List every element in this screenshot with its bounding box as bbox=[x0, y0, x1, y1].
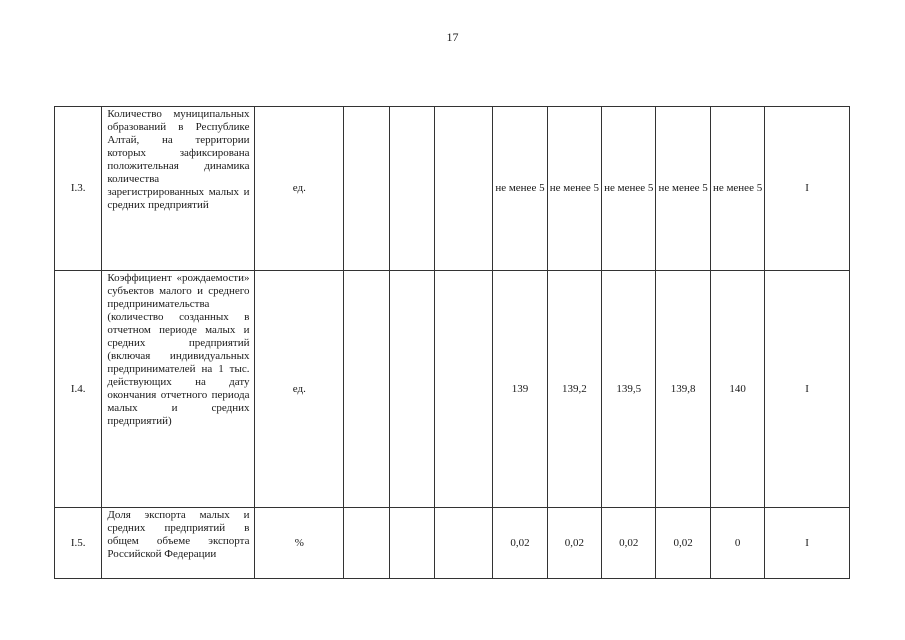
value-cell bbox=[602, 107, 656, 271]
unit-cell: ед. bbox=[255, 271, 344, 508]
value-cell bbox=[493, 271, 547, 508]
value-text: 0,02 bbox=[564, 536, 584, 549]
value-cell bbox=[602, 271, 656, 508]
indicators-table bbox=[54, 106, 850, 579]
value-text: 139,5 bbox=[616, 382, 642, 395]
indicator-description bbox=[102, 271, 255, 508]
empty-cell bbox=[344, 107, 390, 271]
value-cell bbox=[710, 271, 764, 508]
empty-cell bbox=[344, 508, 390, 579]
row-number: I.3. bbox=[55, 107, 102, 271]
table-row bbox=[55, 271, 850, 508]
empty-cell bbox=[390, 508, 434, 579]
unit-cell: ед. bbox=[255, 107, 344, 271]
value-cell bbox=[656, 508, 710, 579]
value-text: 0,02 bbox=[673, 536, 693, 549]
table-row bbox=[55, 107, 850, 271]
value-cell bbox=[710, 508, 764, 579]
value-text: 139 bbox=[511, 382, 529, 395]
value-cell bbox=[493, 107, 547, 271]
value-cell bbox=[656, 107, 710, 271]
value-text: не менее 5 bbox=[658, 182, 708, 194]
level-cell: I bbox=[765, 107, 850, 271]
indicator-description-text: Коэффициент «рождаемости» субъектов малого и среднего предпринимательства (количество созданных в отчетном периоде малых и средних предприятий (включая индивидуальных предпринимателей на 1 тыс. действующих на дату окончания отчетного периода малых и средних предприятий) bbox=[107, 272, 250, 427]
empty-cell bbox=[390, 271, 434, 508]
page-number: 17 bbox=[446, 30, 459, 44]
empty-cell bbox=[434, 271, 492, 508]
value-text: 0,02 bbox=[619, 536, 639, 549]
row-number: I.5. bbox=[55, 508, 102, 579]
empty-cell bbox=[434, 107, 492, 271]
value-text: 139,2 bbox=[561, 382, 587, 395]
value-text: не менее 5 bbox=[549, 182, 599, 194]
value-cell bbox=[547, 271, 601, 508]
unit-cell: % bbox=[255, 508, 344, 579]
value-cell bbox=[710, 107, 764, 271]
empty-cell bbox=[344, 271, 390, 508]
value-text: не менее 5 bbox=[495, 182, 545, 194]
level-cell: I bbox=[765, 271, 850, 508]
indicator-description bbox=[102, 107, 255, 271]
empty-cell bbox=[390, 107, 434, 271]
value-text: 0 bbox=[734, 536, 741, 549]
value-text: 139,8 bbox=[670, 382, 696, 395]
level-cell: I bbox=[765, 508, 850, 579]
indicator-description-text: Количество муниципальных образований в Республике Алтай, на территории которых зафиксирована положительная динамика количества зарегистрированных малых и средних предприятий bbox=[107, 108, 250, 211]
empty-cell bbox=[434, 508, 492, 579]
value-text: не менее 5 bbox=[604, 182, 654, 194]
value-text: не менее 5 bbox=[712, 182, 763, 194]
indicator-description-text: Доля экспорта малых и средних предприятий в общем объеме экспорта Российской Федерации bbox=[107, 509, 250, 560]
value-cell bbox=[493, 508, 547, 579]
row-number: I.4. bbox=[55, 271, 102, 508]
table-row bbox=[55, 508, 850, 579]
value-text: 0,02 bbox=[510, 536, 530, 549]
value-cell bbox=[602, 508, 656, 579]
indicator-description bbox=[102, 508, 255, 579]
value-cell bbox=[656, 271, 710, 508]
value-cell bbox=[547, 508, 601, 579]
value-cell bbox=[547, 107, 601, 271]
value-text: 140 bbox=[729, 382, 746, 395]
